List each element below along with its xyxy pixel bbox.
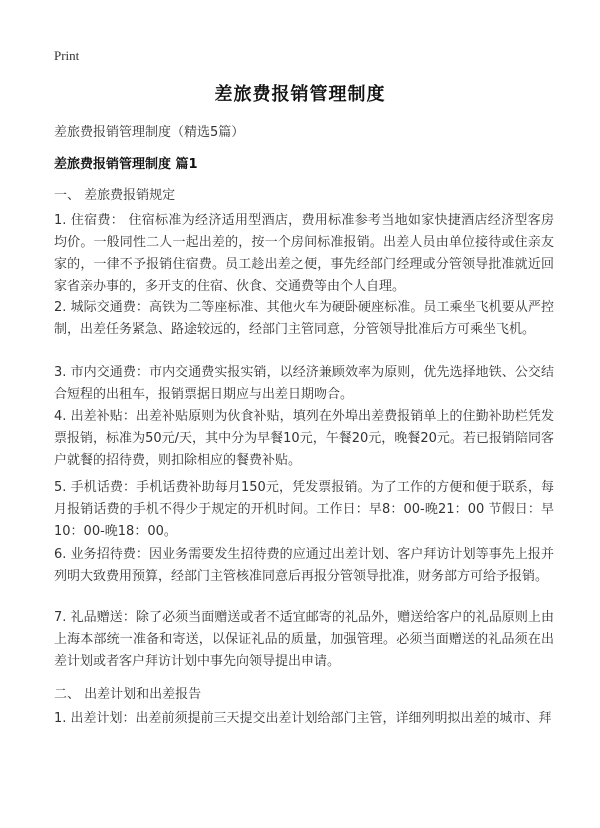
plan-item-travel-plan: 1. 出差计划：出差前须提前三天提交出差计划给部门主管，详细列明拟出差的城市、拜	[54, 711, 552, 726]
rule-item-phone-bill: 5. 手机话费：手机话费补助每月150元，凭发票报销。为了工作的方便和便于联系，每月报销话费的手机不得少于规定的开机时间。工作日：早8：00-晚21：00 节假日：早10：00-晚18：00。	[54, 480, 554, 539]
rule-item-lodging: 1. 住宿费： 住宿标准为经济适用型酒店，费用标准参考当地如家快捷酒店经济型客房均价。一般同性二人一起出差的，按一个房间标准报销。出差人员由单位接待或住亲友家的，一律不予报销住宿费。员工趁出差之便，事先经部门经理或分管领导批准就近回家省亲办事的，多开支的住宿、伙食、交通费等由个人自理。	[54, 213, 554, 294]
section-heading-1: 一、 差旅费报销规定	[54, 188, 176, 203]
rule-item-local-transport: 3. 市内交通费：市内交通费实报实销，以经济兼顾效率为原则，优先选择地铁、公交结合短程的出租车，报销票据日期应与出差日期吻合。	[54, 365, 554, 402]
document-title: 差旅费报销管理制度	[214, 84, 386, 105]
rule-item-gifts: 7. 礼品赠送：除了必须当面赠送或者不适宜邮寄的礼品外，赠送给客户的礼品原则上由上海本部统一准备和寄送，以保证礼品的质量，加强管理。必须当面赠送的礼品须在出差计划或者客户拜访计划中事先向领导提出申请。	[54, 610, 554, 669]
section-heading-2: 二、 出差计划和出差报告	[54, 687, 202, 702]
document-subtitle: 差旅费报销管理制度（精选5篇）	[54, 125, 245, 140]
rule-item-travel-allowance: 4. 出差补贴：出差补贴原则为伙食补贴，填列在外埠出差费报销单上的住勤补助栏凭发票报销，标准为50元/天，其中分为早餐10元，午餐20元，晚餐20元。若已报销陪同客户就餐的招待费，则扣除相应的餐费补贴。	[54, 409, 554, 468]
print-label: Print	[54, 48, 80, 63]
chapter-heading: 差旅费报销管理制度 篇1	[54, 157, 198, 172]
rule-item-entertainment: 6. 业务招待费：因业务需要发生招待费的应通过出差计划、客户拜访计划等事先上报并列明大致费用预算，经部门主管核准同意后再报分管领导批准，财务部方可给予报销。	[54, 547, 554, 584]
rule-item-intercity-transport: 2. 城际交通费：高铁为二等座标准、其他火车为硬卧硬座标准。员工乘坐飞机要从严控制，出差任务紧急、路途较远的，经部门主管同意，分管领导批准后方可乘坐飞机。	[54, 300, 554, 337]
